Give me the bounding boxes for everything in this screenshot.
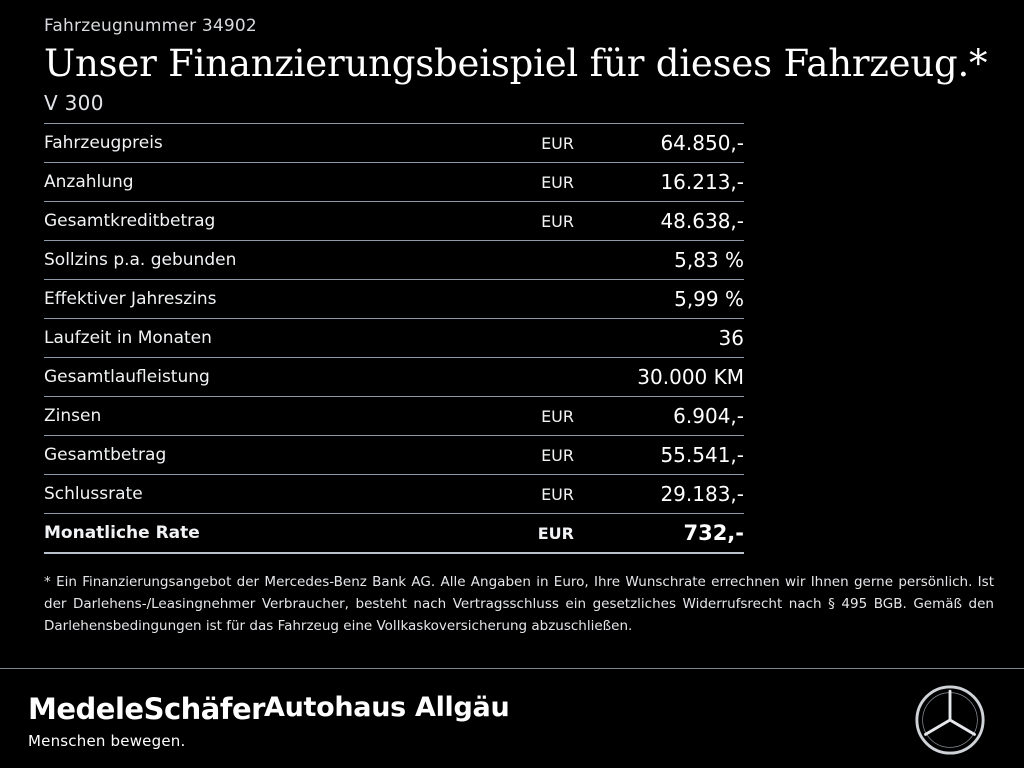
table-row [44,436,744,475]
row-currency: EUR [516,397,574,436]
row-currency [516,358,574,397]
row-currency: EUR [516,124,574,163]
financing-table-body [44,124,744,554]
financing-table [44,123,744,554]
row-label: Zinsen [44,397,516,436]
table-row [44,124,744,163]
row-currency: EUR [516,163,574,202]
dealer-name: MedeleSchäfer [28,692,265,726]
table-row [44,280,744,319]
row-value: 64.850,- [574,124,744,163]
row-label: Sollzins p.a. gebunden [44,241,516,280]
dealer-brand-primary [28,692,265,750]
dealer-brand-secondary: Autohaus Allgäu [264,692,510,723]
row-currency [516,280,574,319]
mercedes-star-icon [914,684,986,756]
row-value: 29.183,- [574,475,744,514]
row-label: Gesamtkreditbetrag [44,202,516,241]
row-label: Laufzeit in Monaten [44,319,516,358]
row-currency: EUR [516,202,574,241]
row-currency: EUR [516,514,574,554]
table-row [44,358,744,397]
row-label: Schlussrate [44,475,516,514]
row-label: Effektiver Jahreszins [44,280,516,319]
row-currency: EUR [516,475,574,514]
table-row [44,202,744,241]
row-label: Fahrzeugpreis [44,124,516,163]
table-row [44,241,744,280]
row-value: 732,- [574,514,744,554]
table-row-monthly-rate [44,514,744,554]
footnote-text: * Ein Finanzierungsangebot der Mercedes-Benz Bank AG. Alle Angaben in Euro, Ihre Wunschrate errechnen wir Ihnen gerne persönlich. Ist der Darlehens-/Leasingnehmer Verbraucher, besteht nach Vertragsschluss ein gesetzliches Widerrufsrecht nach § 495 BGB. Gemäß den Darlehensbedingungen ist für das Fahrzeug eine Vollkaskoversicherung abzuschließen. [44,574,994,634]
row-value: 16.213,- [574,163,744,202]
row-currency: EUR [516,436,574,475]
row-value: 5,83 % [574,241,744,280]
row-value: 55.541,- [574,436,744,475]
table-row [44,397,744,436]
vehicle-model: V 300 [44,91,104,115]
document-header [0,0,1024,115]
row-currency [516,319,574,358]
row-label: Anzahlung [44,163,516,202]
page-title: Unser Finanzierungsbeispiel für dieses Fahrzeug.* [44,42,988,85]
row-value: 6.904,- [574,397,744,436]
row-label: Gesamtbetrag [44,436,516,475]
table-row [44,475,744,514]
row-value: 30.000 KM [574,358,744,397]
row-value: 5,99 % [574,280,744,319]
row-value: 48.638,- [574,202,744,241]
row-label: Monatliche Rate [44,514,516,554]
document-footer [0,668,1024,768]
table-row [44,163,744,202]
row-value: 36 [574,319,744,358]
vehicle-number: Fahrzeugnummer 34902 [44,16,257,36]
row-currency [516,241,574,280]
row-label: Gesamtlaufleistung [44,358,516,397]
dealer-tagline: Menschen bewegen. [28,732,186,750]
table-row [44,319,744,358]
